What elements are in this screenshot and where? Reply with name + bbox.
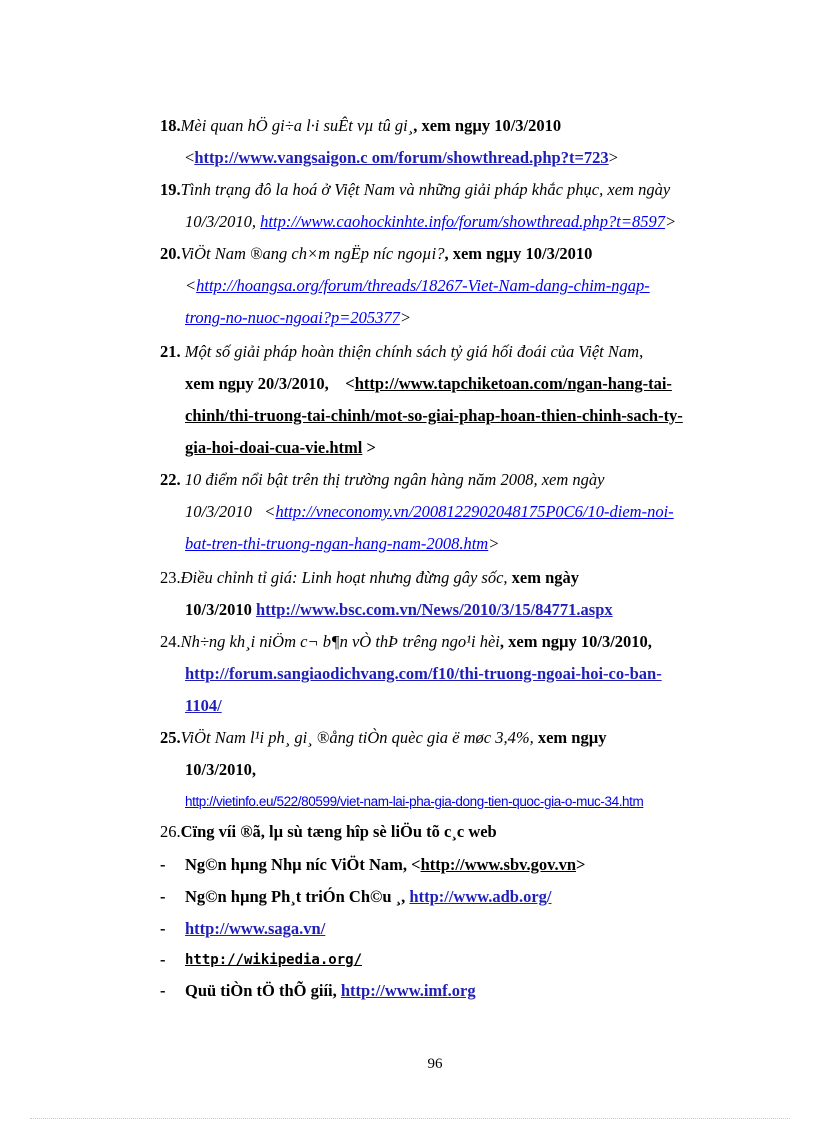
- angle-close: >: [576, 855, 586, 874]
- reference-view-date: xem ngµy: [537, 728, 607, 747]
- reference-24-url-line-1: [185, 662, 662, 686]
- angle-open: <: [264, 502, 276, 521]
- reference-link[interactable]: chinh/thi-truong-tai-chinh/mot-so-giai-phap-hoan-thien-chinh-sach-ty-: [185, 406, 683, 425]
- bullet-dash: -: [160, 981, 166, 1000]
- reference-22: [160, 468, 604, 492]
- angle-close: >: [608, 148, 618, 167]
- website-item: [160, 917, 326, 941]
- angle-close: >: [366, 438, 376, 457]
- website-label: Ng©n hµng Ph¸t triÓn Ch©u ¸,: [185, 887, 410, 906]
- reference-link[interactable]: http://forum.sangiaodichvang.com/f10/thi-truong-ngoai-hoi-co-ban-: [185, 664, 662, 683]
- reference-link[interactable]: 1104/: [185, 696, 222, 715]
- website-item: [160, 885, 552, 909]
- reference-18-url-line: [185, 146, 618, 170]
- reference-link[interactable]: trong-no-nuoc-ngoai?p=205377: [185, 308, 400, 327]
- reference-26: [160, 820, 497, 844]
- bullet-dash: -: [160, 950, 166, 969]
- angle-close: >: [488, 534, 500, 553]
- reference-view-date: xem ngày: [511, 568, 580, 587]
- reference-number: 21.: [160, 342, 181, 361]
- website-link[interactable]: http://www.adb.org/: [409, 887, 552, 906]
- reference-number: 18.: [160, 116, 181, 135]
- reference-number: 22.: [160, 470, 181, 489]
- website-link[interactable]: http://wikipedia.org/: [185, 952, 363, 968]
- reference-number: 23.: [160, 568, 181, 587]
- reference-title: 10 điểm nổi bật trên thị trường ngân hàng năm 2008, xem ngày: [180, 470, 605, 489]
- reference-title: ViÖt Nam l¹i ph¸ gi¸ ®ång tiÒn quèc gia ë møc 3,4%,: [180, 728, 534, 747]
- reference-view-date: 10/3/2010: [185, 502, 252, 521]
- angle-open: <: [345, 374, 355, 393]
- reference-view-date-2: 10/3/2010: [185, 600, 257, 619]
- reference-link[interactable]: http://vietinfo.eu/522/80599/viet-nam-lai-pha-gia-dong-tien-quoc-gia-o-muc-34.htm: [185, 794, 644, 809]
- reference-21-url-line-2: [185, 404, 683, 428]
- reference-25: [160, 726, 606, 750]
- reference-view-date: xem ngµy 20/3/2010,: [185, 374, 329, 393]
- reference-link[interactable]: http://vneconomy.vn/20081229020481​75P0C6/10-diem-noi-: [275, 502, 674, 521]
- reference-19-url-line: [185, 210, 676, 234]
- reference-22-url-line-2: [185, 532, 499, 556]
- angle-close: >: [665, 212, 677, 231]
- reference-22-url-line-1: [185, 500, 674, 524]
- reference-title: Mèi quan hÖ gi÷a l·i suÊt vµ tû gi¸: [180, 116, 414, 135]
- angle-open: <: [411, 855, 421, 874]
- website-item: [160, 853, 586, 877]
- website-label: Quü tiÒn tÖ thÕ giíi,: [185, 981, 341, 1000]
- reference-title: Tình trạng đô la hoá ở Việt Nam và những giải pháp khắc phục, xem ngày: [180, 180, 671, 199]
- reference-title: Cïng víi ®ã, lµ sù tæng hîp sè liÖu tõ c¸c web: [180, 822, 497, 841]
- website-link[interactable]: http://www.imf.org: [340, 981, 476, 1000]
- reference-20-url-line-2: [185, 306, 411, 330]
- reference-25-url-line: [185, 790, 643, 814]
- reference-link[interactable]: http://hoangsa.org/forum/threads/18267-Viet-Nam-dang-chim-ngap-: [196, 276, 650, 295]
- reference-23: [160, 566, 579, 590]
- reference-number: 19.: [160, 180, 181, 199]
- reference-number: 24.: [160, 632, 181, 651]
- reference-view-date: , xem ngµy 10/3/2010,: [499, 632, 652, 651]
- reference-19: [160, 178, 670, 202]
- reference-21: 21. Một số giải pháp hoàn thiện chính sách tỷ giá hối đoái của Việt Nam,: [160, 342, 644, 361]
- reference-21-url-line-1: [185, 372, 672, 396]
- reference-23-url-line: [185, 598, 613, 622]
- reference-number: 20.: [160, 244, 181, 263]
- reference-link[interactable]: gia-hoi-doai-cua-vie.html: [185, 438, 363, 457]
- reference-number: 26.: [160, 822, 181, 841]
- reference-25-view-line: [185, 758, 256, 782]
- page-bottom-divider: [30, 1118, 790, 1119]
- bullet-dash: -: [160, 887, 166, 906]
- reference-title: Điều chỉnh tỉ giá: Linh hoạt nhưng đừng gây sốc,: [180, 568, 508, 587]
- angle-close: >: [399, 308, 412, 327]
- reference-link[interactable]: http://www.tapchiketoan.com/ngan-hang-tai-: [354, 374, 672, 393]
- bullet-dash: -: [160, 855, 166, 874]
- reference-view-date-2: 10/3/2010,: [185, 760, 257, 779]
- angle-open: <: [185, 148, 195, 167]
- reference-link[interactable]: http://www.bsc.com.vn/News/2010/3/15/84771.aspx: [256, 600, 613, 619]
- reference-view-date: 10/3/2010,: [185, 212, 261, 231]
- website-link[interactable]: http://www.saga.vn/: [185, 919, 326, 938]
- reference-title: Nh÷ng kh¸i niÖm c¬ b¶n vÒ thÞ trêng ngo¹i hèi: [180, 632, 500, 651]
- reference-title: Một số giải pháp hoàn thiện chính sách tỷ giá hối đoái của Việt Nam: [180, 342, 640, 361]
- reference-18: [160, 114, 561, 138]
- reference-link[interactable]: http://www.vangsaigon.c om/forum/showthread.php?t=723: [194, 148, 609, 167]
- reference-number: 25.: [160, 728, 181, 747]
- page-number: 96: [427, 1056, 443, 1072]
- reference-title: ViÖt Nam ®ang ch×m ngËp níc ngoµi?: [180, 244, 445, 263]
- website-label: Ng©n hµng Nhµ níc ViÖt Nam,: [185, 855, 412, 874]
- reference-24: [160, 630, 652, 654]
- website-link[interactable]: http://www.sbv.gov.vn: [420, 855, 576, 874]
- reference-link[interactable]: bat-tren-thi-truong-ngan-hang-nam-2008.htm: [185, 534, 489, 553]
- reference-link[interactable]: http://www.caohockinhte.info/forum/showthread.php?t=8597: [260, 212, 666, 231]
- bullet-dash: -: [160, 919, 166, 938]
- reference-20-url-line-1: [185, 274, 650, 298]
- reference-24-url-line-2: [185, 694, 222, 718]
- angle-open: <: [185, 276, 197, 295]
- reference-20: [160, 242, 592, 266]
- website-item: [160, 948, 363, 972]
- reference-view-date: , xem ngµy 10/3/2010: [413, 116, 562, 135]
- reference-view-date: , xem ngµy 10/3/2010: [444, 244, 593, 263]
- reference-21-url-line-3: [185, 436, 376, 460]
- website-item: [160, 979, 476, 1003]
